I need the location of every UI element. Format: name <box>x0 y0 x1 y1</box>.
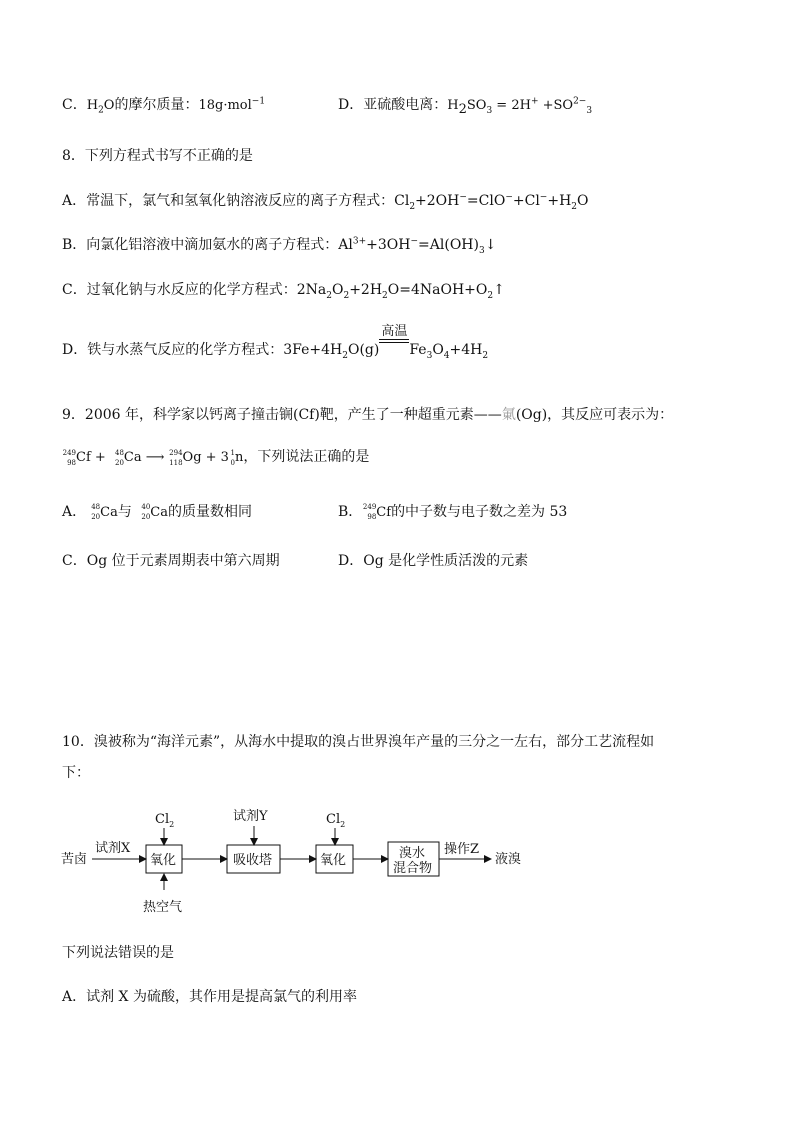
end-label: 液溴 <box>495 852 522 867</box>
q8-option-c: C．过氧化钠与水反应的化学方程式：$2Na_2O_2+2H_2O=4NaOH+O_2↑$ <box>62 282 505 301</box>
q9-option-c: C．Og 位于元素周期表中第六周期 <box>62 553 280 569</box>
q9-option-d: D．Og 是化学性质活泼的元素 <box>338 553 529 569</box>
svg-text:氧化: 氧化 <box>320 853 347 868</box>
q9-option-a: A． 48 20 Ca与 40 20 Ca的质量数相同 <box>62 503 252 521</box>
reagent-x-label: 试剂X <box>95 841 131 856</box>
q7-option-d: D．亚硫酸电离：$H_2SO_3 = 2H^+ +SO^{2-}_3$ <box>338 96 593 117</box>
reagent-y-label: 试剂Y <box>233 809 268 824</box>
q7-option-c: C．$H_2O$的摩尔质量：18g·mol$^{-1}$ <box>62 96 266 116</box>
q8-stem: 8．下列方程式书写不正确的是 <box>62 148 253 164</box>
q10-stem-line1: 10．溴被称为“海洋元素”，从海水中提取的溴占世界溴年产量的三分之一左右，部分工艺流程如 <box>62 734 655 750</box>
svg-text:氧化: 氧化 <box>150 853 177 868</box>
start-label: 苦卤 <box>61 852 88 867</box>
q10-option-a: A．试剂 X 为硫酸，其作用是提高氯气的利用率 <box>62 989 357 1005</box>
reaction-condition: 高温 <box>379 325 409 348</box>
cl2-label-2: $Cl_2$ <box>326 812 346 829</box>
q8-a-equation: $Cl_2+2OH^-=ClO^-+Cl^-+H_2O$ <box>394 192 589 212</box>
q9-nuclear-equation: 249 98 Cf + 48 20 Ca ⟶ 294 118 Og + 3 1 0 n，下列说法正确的是 <box>62 448 370 467</box>
svg-text:混合物: 混合物 <box>393 861 433 876</box>
q10-question: 下列说法错误的是 <box>62 945 174 961</box>
q8-b-equation: $Al^{3+}+3OH^-=Al(OH)_3↓$ <box>338 236 497 256</box>
svg-text:溴水: 溴水 <box>399 846 426 861</box>
q8-c-equation: $2Na_2O_2+2H_2O=4NaOH+O_2↑$ <box>296 282 505 301</box>
cl2-label-1: $Cl_2$ <box>155 812 175 829</box>
q8-d-equation: $3Fe+4H_2O(g)$ <box>283 342 380 361</box>
q8-option-d: D．铁与水蒸气反应的化学方程式：$3Fe+4H_2O(g)$ 高温 $Fe_3O_4+4H_2$ <box>62 324 489 361</box>
hot-air-label: 热空气 <box>143 900 183 915</box>
operation-z-label: 操作Z <box>444 842 480 857</box>
q10-stem-line2: 下： <box>62 765 90 781</box>
q9-option-b: B． 249 98 Cf的中子数与电子数之差为 53 <box>338 503 568 521</box>
q9-stem: 9．2006 年，科学家以钙离子撞击锎(Cf)靶，产生了一种超重元素——氭(Og)，其反应可表示为： <box>62 407 674 423</box>
q8-option-b: B．向氯化铝溶液中滴加氨水的离子方程式：$Al^{3+}+3OH^-=Al(OH)_3↓$ <box>62 236 497 256</box>
bromine-process-flowchart <box>0 808 794 918</box>
svg-text:吸收塔: 吸收塔 <box>233 853 273 868</box>
q8-option-a: A．常温下，氯气和氢氧化钠溶液反应的离子方程式：$Cl_2+2OH^-=ClO^-+Cl^-+H_2O$ <box>62 192 589 212</box>
